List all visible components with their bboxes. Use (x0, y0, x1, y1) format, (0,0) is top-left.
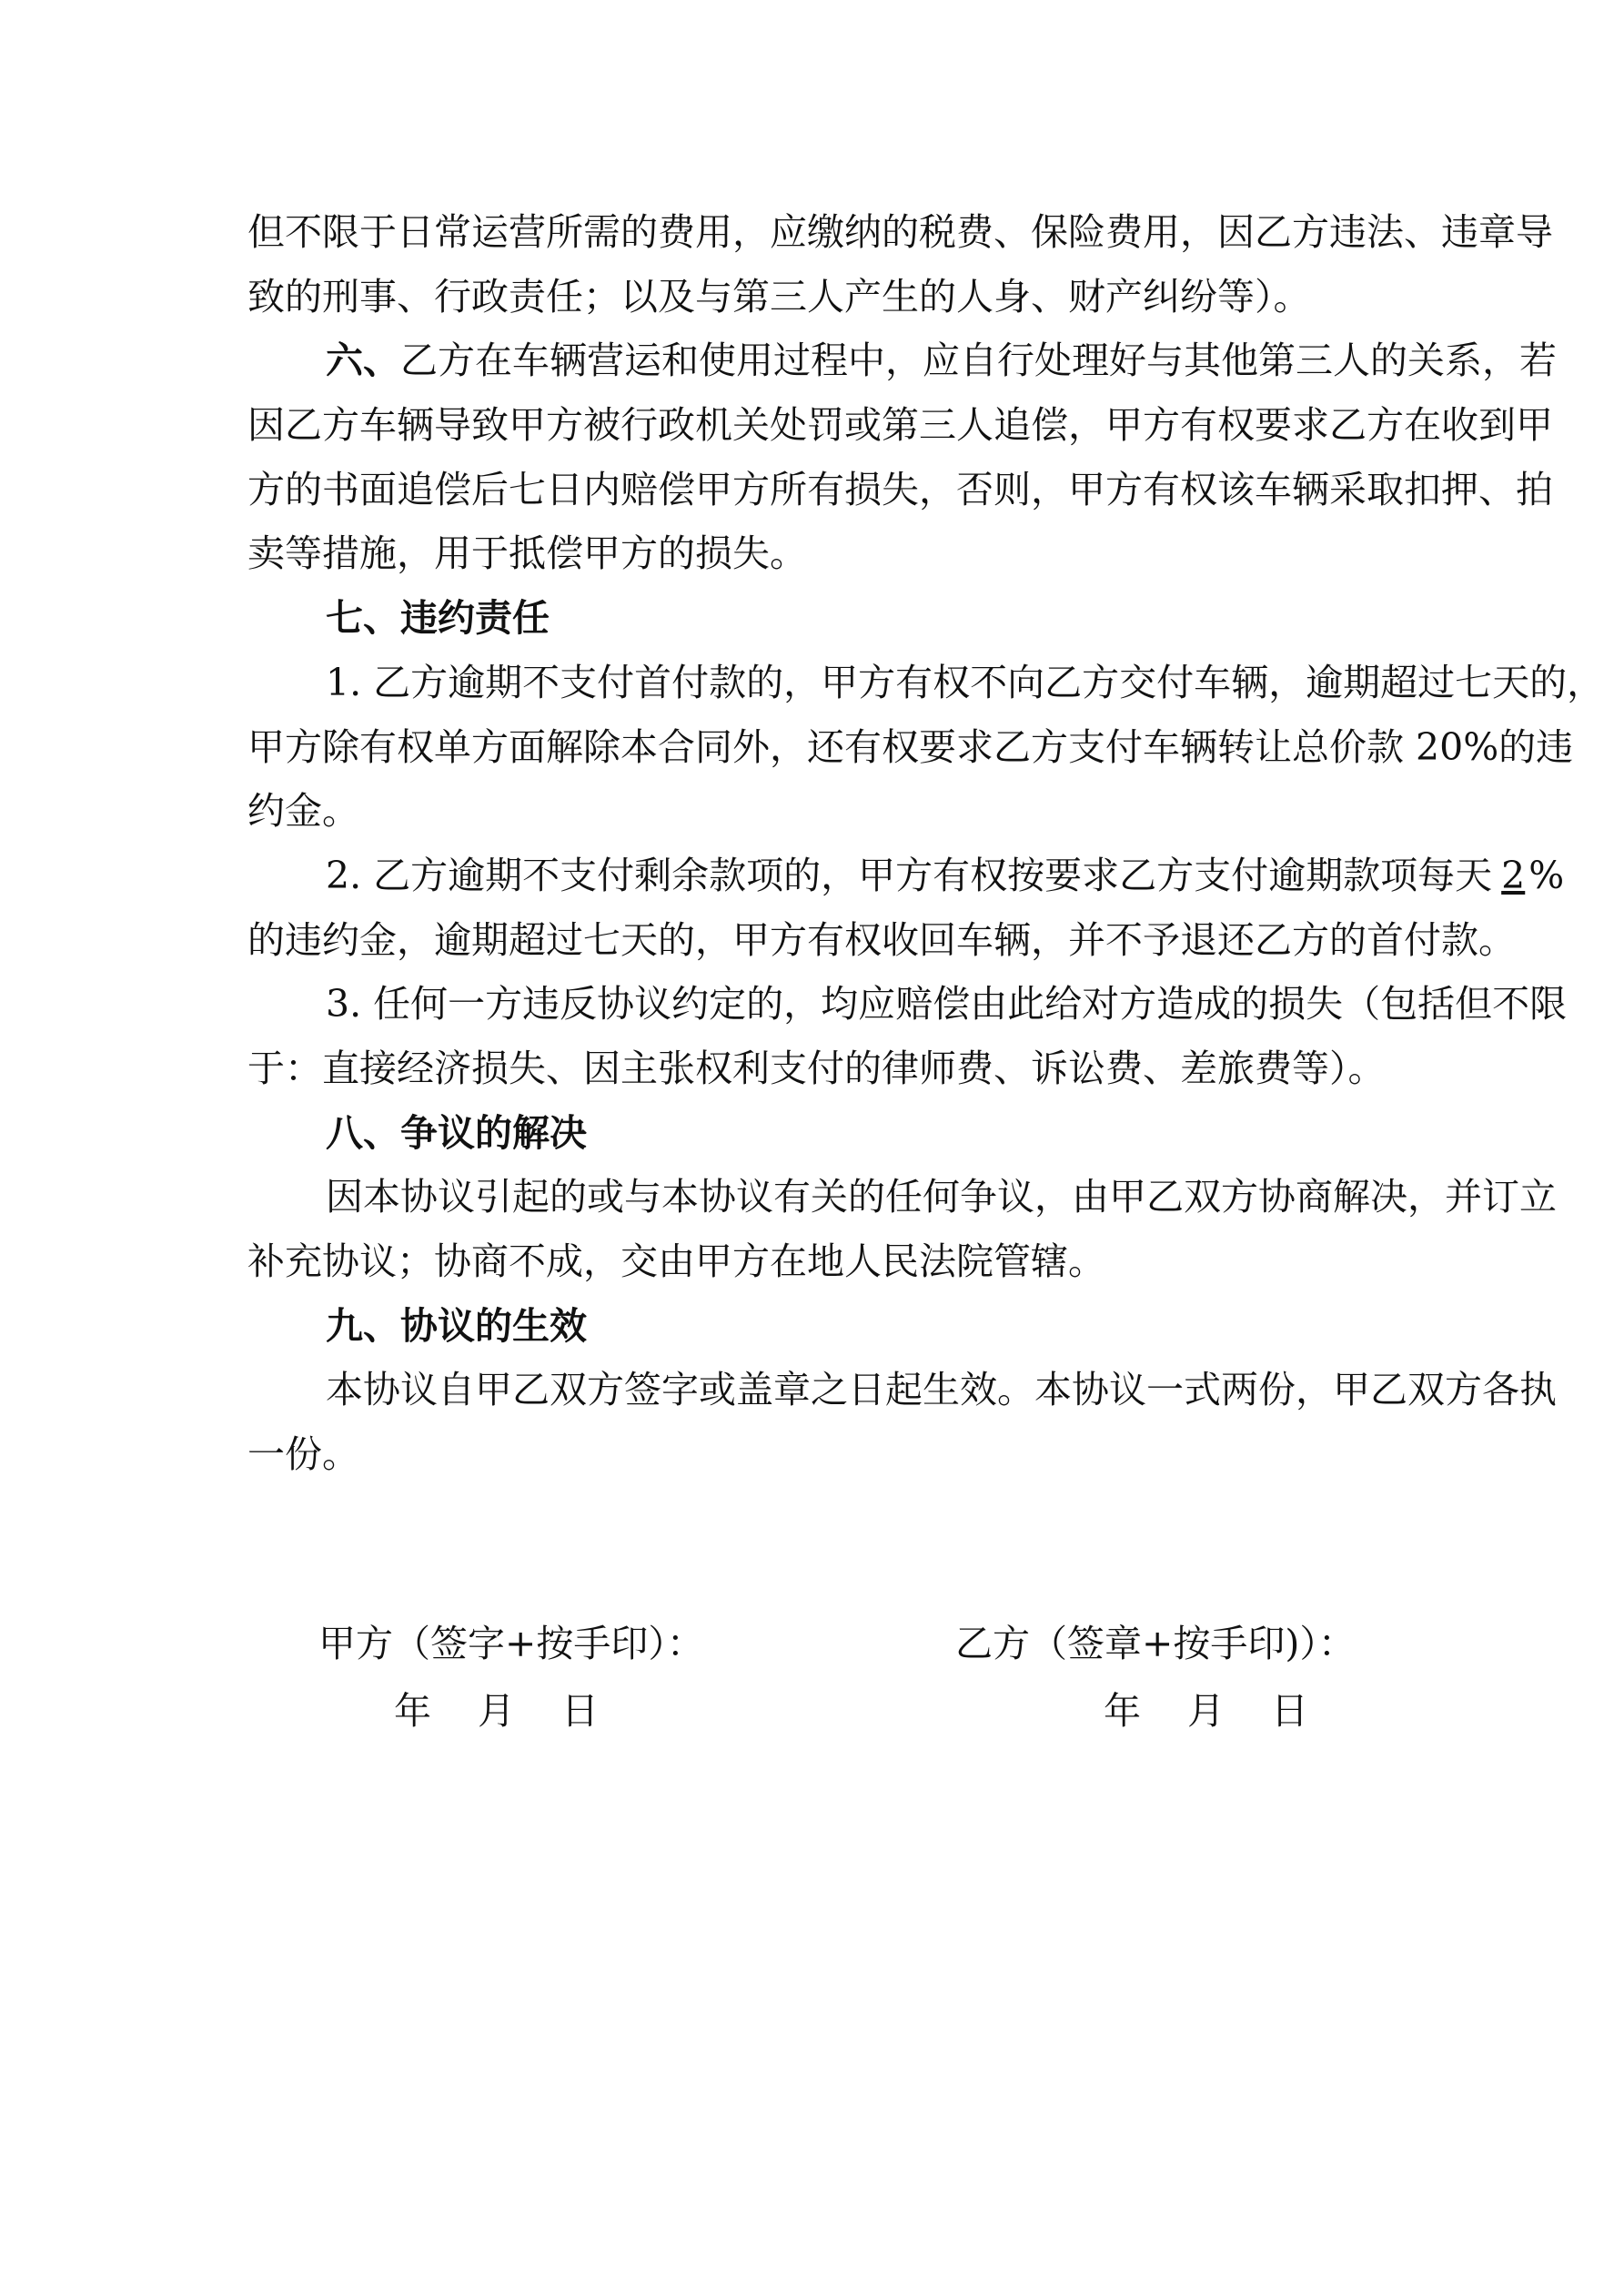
paragraph-line (247, 972, 1568, 1037)
line-text: 于：直接经济损失、因主张权利支付的律师费、诉讼费、差旅费等）。 (247, 1046, 1386, 1090)
paragraph-line (247, 779, 1390, 844)
clause-text: 2. 乙方逾期不支付剩余款项的，甲方有权按要求乙方支付逾期款项每天 (326, 853, 1493, 897)
party-a-year: 年 (394, 1689, 431, 1733)
paragraph-line (247, 844, 1565, 908)
percent-sign: % (1528, 853, 1565, 897)
line-text: 1. 乙方逾期不支付首付款的，甲方有权不向乙方交付车辆，逾期超过七天的， (326, 660, 1605, 704)
line-text: 甲方除有权单方面解除本合同外，还有权要求乙方支付车辆转让总价款 20%的违 (247, 724, 1574, 769)
paragraph-line (247, 200, 1553, 265)
party-a-signature-label: 甲方（签字+按手印）： (318, 1622, 704, 1665)
paragraph-line (247, 329, 1557, 393)
paragraph-line (247, 265, 1390, 329)
party-a-day: 日 (561, 1689, 599, 1733)
paragraph-line (247, 908, 1516, 973)
section-heading: 七、违约责任 (326, 596, 550, 641)
line-text: 补充协议；协商不成，交由甲方在地人民法院管辖。 (247, 1239, 1105, 1283)
party-b-month: 月 (1187, 1689, 1225, 1733)
line-text: 致的刑事、行政责任；以及与第三人产生的人身、财产纠纷等）。 (247, 274, 1311, 319)
line-text: 因乙方车辆导致甲方被行政机关处罚或第三人追偿，甲方有权要求乙方在收到甲 (247, 403, 1553, 448)
line-text: 乙方在车辆营运和使用过程中，应自行处理好与其他第三人的关系，若 (400, 339, 1557, 383)
paragraph-line (247, 715, 1574, 780)
party-b-signature-label: 乙方（签章+按手印)）： (955, 1622, 1356, 1665)
line-text: 的违约金，逾期超过七天的，甲方有权收回车辆，并不予退还乙方的首付款。 (247, 917, 1516, 962)
party-b-day: 日 (1271, 1689, 1308, 1733)
line-text: 但不限于日常运营所需的费用，应缴纳的税费、保险费用，因乙方违法、违章导 (247, 210, 1553, 254)
line-text: 一份。 (247, 1432, 359, 1477)
section-heading: 九、协议的生效 (326, 1303, 587, 1348)
line-text: 约金。 (247, 789, 359, 834)
paragraph-line (247, 1165, 1557, 1229)
paragraph-line (247, 1229, 1390, 1294)
paragraph-line (247, 1358, 1557, 1422)
line-text: 卖等措施，用于抵偿甲方的损失。 (247, 531, 807, 576)
party-a-month: 月 (478, 1689, 515, 1733)
paragraph-line (247, 458, 1553, 522)
penalty-rate: 2 (1501, 853, 1526, 897)
line-text: 方的书面追偿后七日内赔偿甲方所有损失，否则，甲方有权该车辆采取扣押、拍 (247, 467, 1553, 511)
section-heading: 八、争议的解决 (326, 1110, 587, 1155)
party-b-year: 年 (1104, 1689, 1141, 1733)
clause-number: 六、 (326, 339, 400, 383)
paragraph-line (247, 393, 1553, 458)
paragraph-line (247, 1037, 1390, 1101)
line-text: 3. 任何一方违反协议约定的，均应赔偿由此给对方造成的损失（包括但不限 (326, 982, 1568, 1027)
paragraph-line (247, 651, 1605, 715)
paragraph-line (247, 521, 1390, 586)
line-text: 本协议自甲乙双方签字或盖章之日起生效。本协议一式两份，甲乙双方各执 (326, 1368, 1557, 1412)
contract-body (247, 200, 1605, 1487)
line-text: 因本协议引起的或与本协议有关的任何争议，由甲乙双方协商解决，并订立 (326, 1175, 1557, 1219)
paragraph-line (247, 1422, 1390, 1487)
